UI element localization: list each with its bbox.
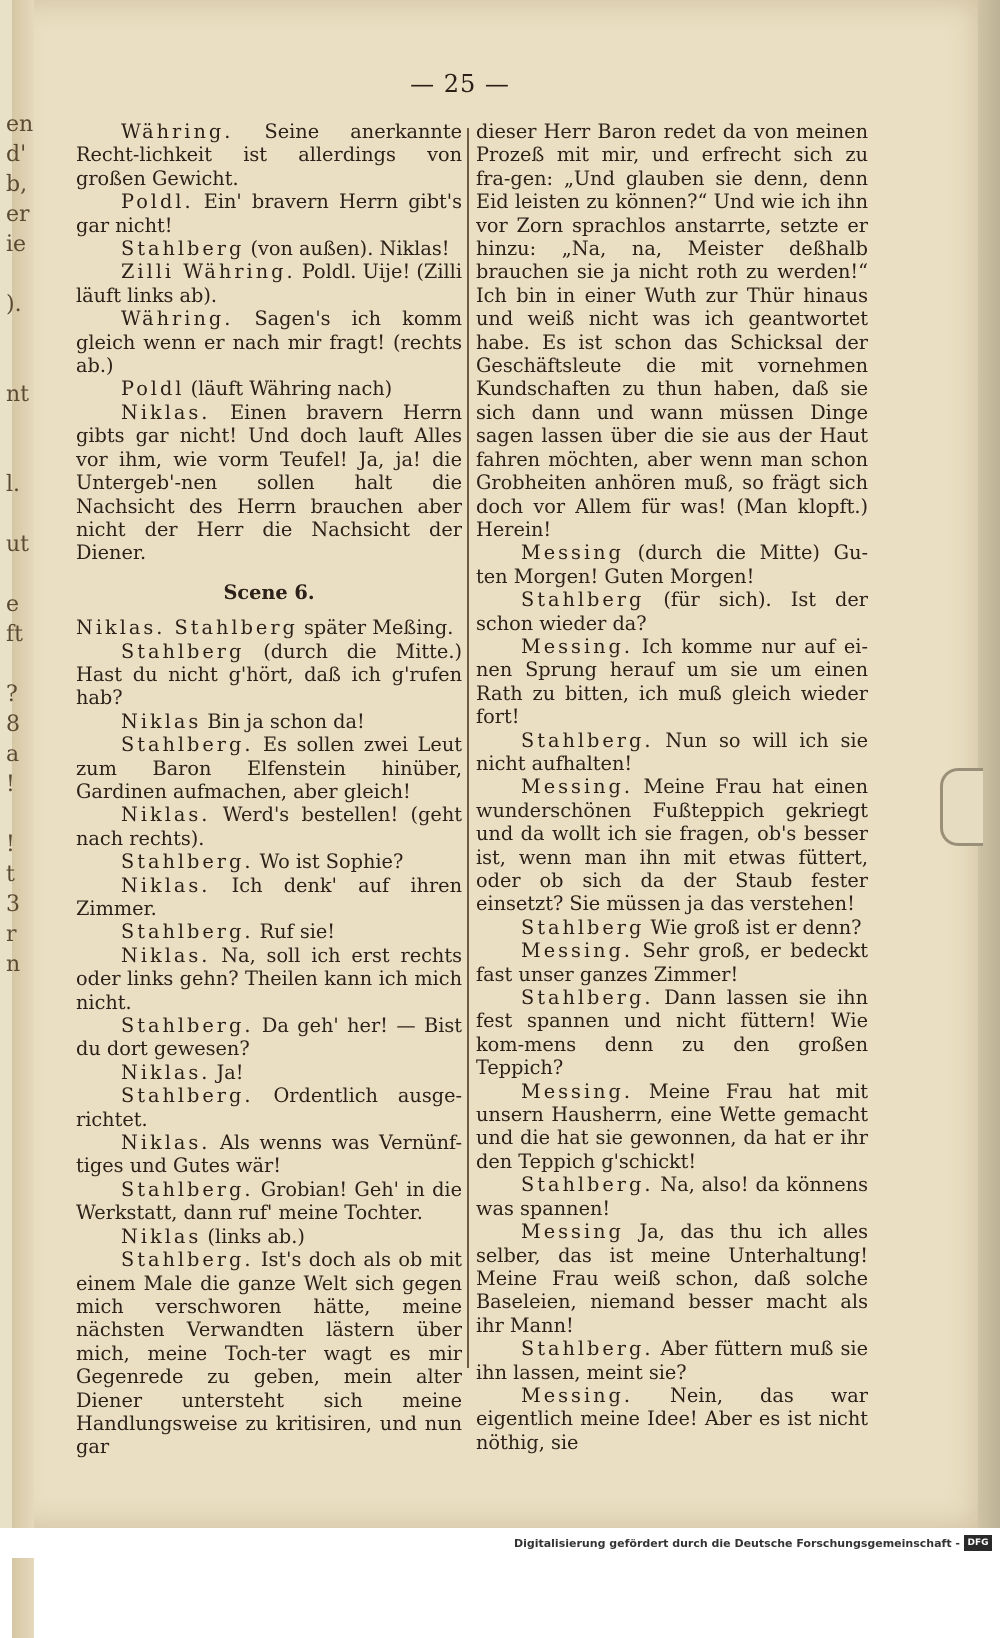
bleed-fragment: 8: [6, 712, 20, 737]
bleed-fragment: 3: [6, 892, 20, 917]
speaker-name: Stahlberg.: [121, 850, 254, 874]
bleed-fragment: !: [6, 832, 15, 857]
dialogue-text: Grobian! Geh' in die Werkstatt, dann ruf' meine Tochter.: [76, 1177, 462, 1225]
speaker-name: Stahlberg: [521, 915, 645, 939]
dialogue-text: Meine Frau hat mit unsern Hausherrn, eine Wette gemacht und die hat sie gewonnen, da hat er ihr den Teppich g'schickt!: [476, 1079, 868, 1173]
speaker-name: Niklas.: [121, 1131, 211, 1155]
footer-credit: Digitalisierung gefördert durch die Deutsche Forschungsgemeinschaft -: [513, 1537, 960, 1550]
speaker-name: Stahlberg.: [521, 986, 654, 1010]
speaker-name: Stahlberg.: [121, 1177, 254, 1201]
right-column: [476, 120, 868, 1454]
bleed-fragment: [6, 440, 34, 470]
dialogue-paragraph: [76, 1131, 462, 1178]
bleed-fragment: d': [6, 142, 27, 167]
dialogue-paragraph: [76, 401, 462, 565]
dialogue-paragraph: [76, 260, 462, 307]
page-number: — 25 —: [410, 70, 510, 98]
dialogue-text: Meine Frau hat einen wunderschönen Fußteppich gekriegt und da wollt ich sie fragen, ob's besser ist, wenn man ihn mit etwas füttert, oder ob sich da der Staub fester einsetzt? Sie müssen ja das verstehen!: [476, 775, 868, 916]
speaker-name: Niklas.: [121, 803, 211, 827]
dialogue-text: später Meßing.: [297, 616, 454, 640]
dialogue-paragraph: [76, 1178, 462, 1225]
facing-page-bleed: [6, 0, 34, 1638]
bleed-fragment: t: [6, 862, 15, 887]
dialogue-paragraph: [476, 1384, 868, 1454]
dialogue-paragraph: [476, 729, 868, 776]
bleed-fragment: en: [6, 112, 34, 137]
bleed-fragment: b,: [6, 172, 28, 197]
dialogue-text: Da geh' her! — Bist du dort gewesen?: [76, 1014, 462, 1061]
speaker-name: Stahlberg.: [521, 728, 654, 752]
dialogue-text: Bin ja schon da!: [201, 709, 365, 733]
dialogue-paragraph: [476, 1173, 868, 1220]
dialogue-text: Ich denk' auf ihren Zimmer.: [76, 873, 462, 920]
speaker-name: Stahlberg.: [121, 1084, 254, 1108]
dialogue-paragraph: [76, 1225, 462, 1248]
bleed-fragment: [6, 650, 34, 680]
dialogue-paragraph: [476, 1337, 868, 1384]
page-edge: [978, 0, 1000, 1528]
bleed-fragment: [6, 350, 34, 380]
bleed-fragment: er: [6, 202, 30, 227]
speaker-name: Messing.: [521, 634, 633, 658]
speaker-name: Stahlberg: [121, 237, 245, 261]
dialogue-text: (von außen). Niklas!: [244, 237, 450, 261]
dialogue-paragraph: [76, 1061, 462, 1084]
dialogue-paragraph: [76, 616, 462, 639]
bleed-fragment: e: [6, 592, 20, 617]
bleed-fragment: [6, 260, 34, 290]
speaker-name: Niklas.: [121, 873, 211, 897]
dialogue-text: Ordentlich ausge-richtet.: [76, 1084, 462, 1131]
dialogue-paragraph: [476, 635, 868, 729]
bleed-fragment: [6, 800, 34, 830]
dialogue-text: Sagen's ich komm gleich wenn er nach mir fragt! (rechts ab.): [76, 307, 462, 378]
dialogue-text: Aber füttern muß sie ihn lassen, meint sie?: [476, 1337, 868, 1384]
dialogue-paragraph: [76, 803, 462, 850]
bleed-fragment: n: [6, 952, 21, 977]
speaker-name: Stahlberg: [521, 588, 645, 612]
bleed-fragment: l.: [6, 472, 21, 497]
dialogue-text: (durch die Mitte) Gu-ten Morgen! Guten Morgen!: [476, 541, 868, 588]
column-divider: [467, 128, 469, 1368]
dialogue-text: Dann lassen sie ihn fest spannen und nicht füttern! Wie kom-mens denn zu den großen Teppich?: [476, 986, 868, 1080]
speaker-name: Stahlberg.: [121, 920, 254, 944]
speaker-name: Währing.: [121, 120, 234, 143]
dialogue-text: Na, also! da könnens was spannen!: [476, 1173, 868, 1220]
speaker-name: Niklas: [121, 1224, 202, 1248]
bleed-fragment: ut: [6, 532, 30, 557]
dialogue-paragraph: [76, 1248, 462, 1459]
speaker-name: Zilli Währing.: [121, 260, 296, 284]
bleed-fragment: ie: [6, 232, 27, 257]
dialogue-paragraph: [476, 1220, 868, 1337]
dialogue-text: Es sollen zwei Leut zum Baron Elfenstein hinüber, Gardinen aufmachen, aber gleich!: [76, 733, 462, 803]
bleed-fragment: !: [6, 772, 15, 797]
dialogue-text: Werd's bestellen! (geht nach rechts).: [76, 803, 462, 850]
dialogue-paragraph: [476, 986, 868, 1080]
dialogue-text: Ja!: [210, 1060, 244, 1084]
speaker-name: Messing.: [521, 939, 633, 963]
left-column: [76, 120, 462, 1459]
dialogue-paragraph: [476, 775, 868, 915]
bleed-fragment: [6, 500, 34, 530]
dialogue-paragraph: [76, 710, 462, 733]
dialogue-paragraph: [76, 733, 462, 803]
bleed-fragment: nt: [6, 382, 30, 407]
scene-heading: Scene 6.: [223, 580, 315, 604]
dialogue-text: Nun so will ich sie nicht aufhalten!: [476, 728, 868, 775]
dialogue-text: Poldl. Uije! (Zilli läuft links ab).: [76, 260, 462, 307]
dialogue-text: Sehr groß, er bedeckt fast unser ganzes Zimmer!: [476, 939, 868, 986]
bleed-fragment: ).: [6, 292, 22, 317]
dialogue-paragraph: [76, 377, 462, 400]
dialogue-text: Einen bravern Herrn gibts gar nicht! Und doch lauft Alles vor ihm, wie vorm Teufel! Ja, ja! die Untergeb'-nen sollen halt die Nachsicht des Herrn brauchen aber nicht der Herr die Nachsicht der Diener.: [76, 400, 462, 565]
dialogue-paragraph: [76, 874, 462, 921]
bleed-fragment: ft: [6, 622, 23, 647]
dialogue-text: (für sich). Ist der schon wieder da?: [476, 588, 868, 635]
speaker-name: Niklas.: [121, 400, 211, 424]
bleed-fragment: [6, 410, 34, 440]
speaker-name: Stahlberg.: [121, 1248, 254, 1272]
speaker-name: Niklas: [121, 709, 202, 733]
speaker-name: Messing: [521, 1220, 624, 1244]
dialogue-text: dieser Herr Baron redet da von meinen Prozeß mit mir, und erfrecht sich zu fra-gen: „Und glauben sie denn, denn Eid leisten zu können?“ Und wie ich ihn vor Zorn sprachlos anstarrte, setzte er hinzu: „Na, na, Meister deßhalb brauchen sie ja nicht roth zu werden!“ Ich bin in einer Wuth zur Thür hinaus und weiß nicht was ich geantwortet habe. Es ist schon das Schicksal der Geschäftsleute die mit vornehmen Kundschaften zu thun haben, daß sie sich dann und wann müssen Dinge sagen lassen über die sie aus der Haut fahren möchten, aber wenn man schon Grobheiten anhören muß, so frägt sich doch vor Allem für was! (Man klopft.) Herein!: [476, 120, 868, 541]
dialogue-text: Ist's doch als ob mit einem Male die ganze Welt sich gegen mich verschworen hätte, meine nächsten Verwandten lästern über mich, meine Toch-ter wagt es mir Gegenrede zu geben, mein alter Diener untersteht sich meine Handlungsweise zu kritisiren, und nun gar: [76, 1248, 462, 1459]
speaker-name: Stahlberg.: [521, 1173, 654, 1197]
dialogue-text: Als wenns was Vernünf-tiges und Gutes wär!: [76, 1131, 462, 1178]
speaker-name: Messing: [521, 541, 624, 565]
speaker-name: Währing.: [121, 307, 234, 331]
bleed-fragment: ?: [6, 682, 18, 707]
bleed-fragment: [6, 560, 34, 590]
dialogue-text: (läuft Währing nach): [184, 377, 393, 401]
speaker-name: Messing.: [521, 1079, 633, 1103]
dialogue-text: Ja, das thu ich alles selber, das ist meine Unterhaltung! Meine Frau weiß schon, daß solche Baseleien, niemand besser macht als ihr Mann!: [476, 1220, 868, 1337]
speaker-name: Niklas.: [121, 943, 211, 967]
dialogue-text: Wo ist Sophie?: [253, 850, 404, 874]
bleed-fragment: [6, 320, 34, 350]
dialogue-paragraph: [76, 640, 462, 710]
dialogue-paragraph: [476, 588, 868, 635]
dialogue-text: (durch die Mitte.) Hast du nicht g'hört, daß ich g'rufen hab?: [76, 639, 462, 710]
dialogue-paragraph: [476, 939, 868, 986]
bleed-fragment: r: [6, 922, 17, 947]
speaker-name: Stahlberg.: [521, 1337, 654, 1361]
dialogue-paragraph: [76, 237, 462, 260]
dialogue-paragraph: [76, 944, 462, 1014]
dialogue-paragraph: [76, 120, 462, 190]
dialogue-paragraph: [76, 1014, 462, 1061]
dialogue-paragraph: [76, 190, 462, 237]
dialogue-paragraph: [476, 916, 868, 939]
dialogue-text: Ich komme nur auf ei-nen Sprung herauf um sie um einen Rath zu bitten, ich muß gleich wieder fort!: [476, 634, 868, 729]
dialogue-text: Ein' bravern Herrn gibt's gar nicht!: [76, 190, 462, 237]
dialogue-text: Nein, das war eigentlich meine Idee! Aber es ist nicht nöthig, sie: [476, 1383, 868, 1454]
dialogue-paragraph: [476, 541, 868, 588]
speaker-name: Poldl.: [121, 190, 194, 214]
dialogue-text: Na, soll ich erst rechts oder links gehn? Theilen kann ich mich nicht.: [76, 943, 462, 1014]
dfg-logo: DFG: [964, 1535, 992, 1551]
dialogue-paragraph: [476, 1080, 868, 1174]
color-tab-marker: [940, 768, 983, 846]
speaker-name: Stahlberg: [121, 639, 245, 663]
dialogue-paragraph: [76, 920, 462, 943]
dialogue-text: Wie groß ist er denn?: [644, 915, 862, 939]
speaker-name: Niklas.: [121, 1060, 211, 1084]
speaker-name: Stahlberg.: [121, 733, 254, 757]
dialogue-paragraph: [76, 307, 462, 377]
speaker-name: Messing.: [521, 775, 633, 799]
dialogue-text: Seine anerkannte Recht-lichkeit ist allerdings von großen Gewicht.: [76, 120, 462, 190]
dialogue-paragraph: [76, 850, 462, 873]
bleed-fragment: a: [6, 742, 20, 767]
speaker-name: Niklas. Stahlberg: [76, 616, 298, 640]
dialogue-text: Ruf sie!: [253, 920, 336, 944]
speaker-name: Stahlberg.: [121, 1014, 254, 1038]
speaker-name: Messing.: [521, 1383, 633, 1407]
dialogue-paragraph: [476, 120, 868, 541]
speaker-name: Poldl: [121, 377, 185, 401]
dialogue-paragraph: [76, 1084, 462, 1131]
dialogue-text: (links ab.): [201, 1224, 305, 1248]
